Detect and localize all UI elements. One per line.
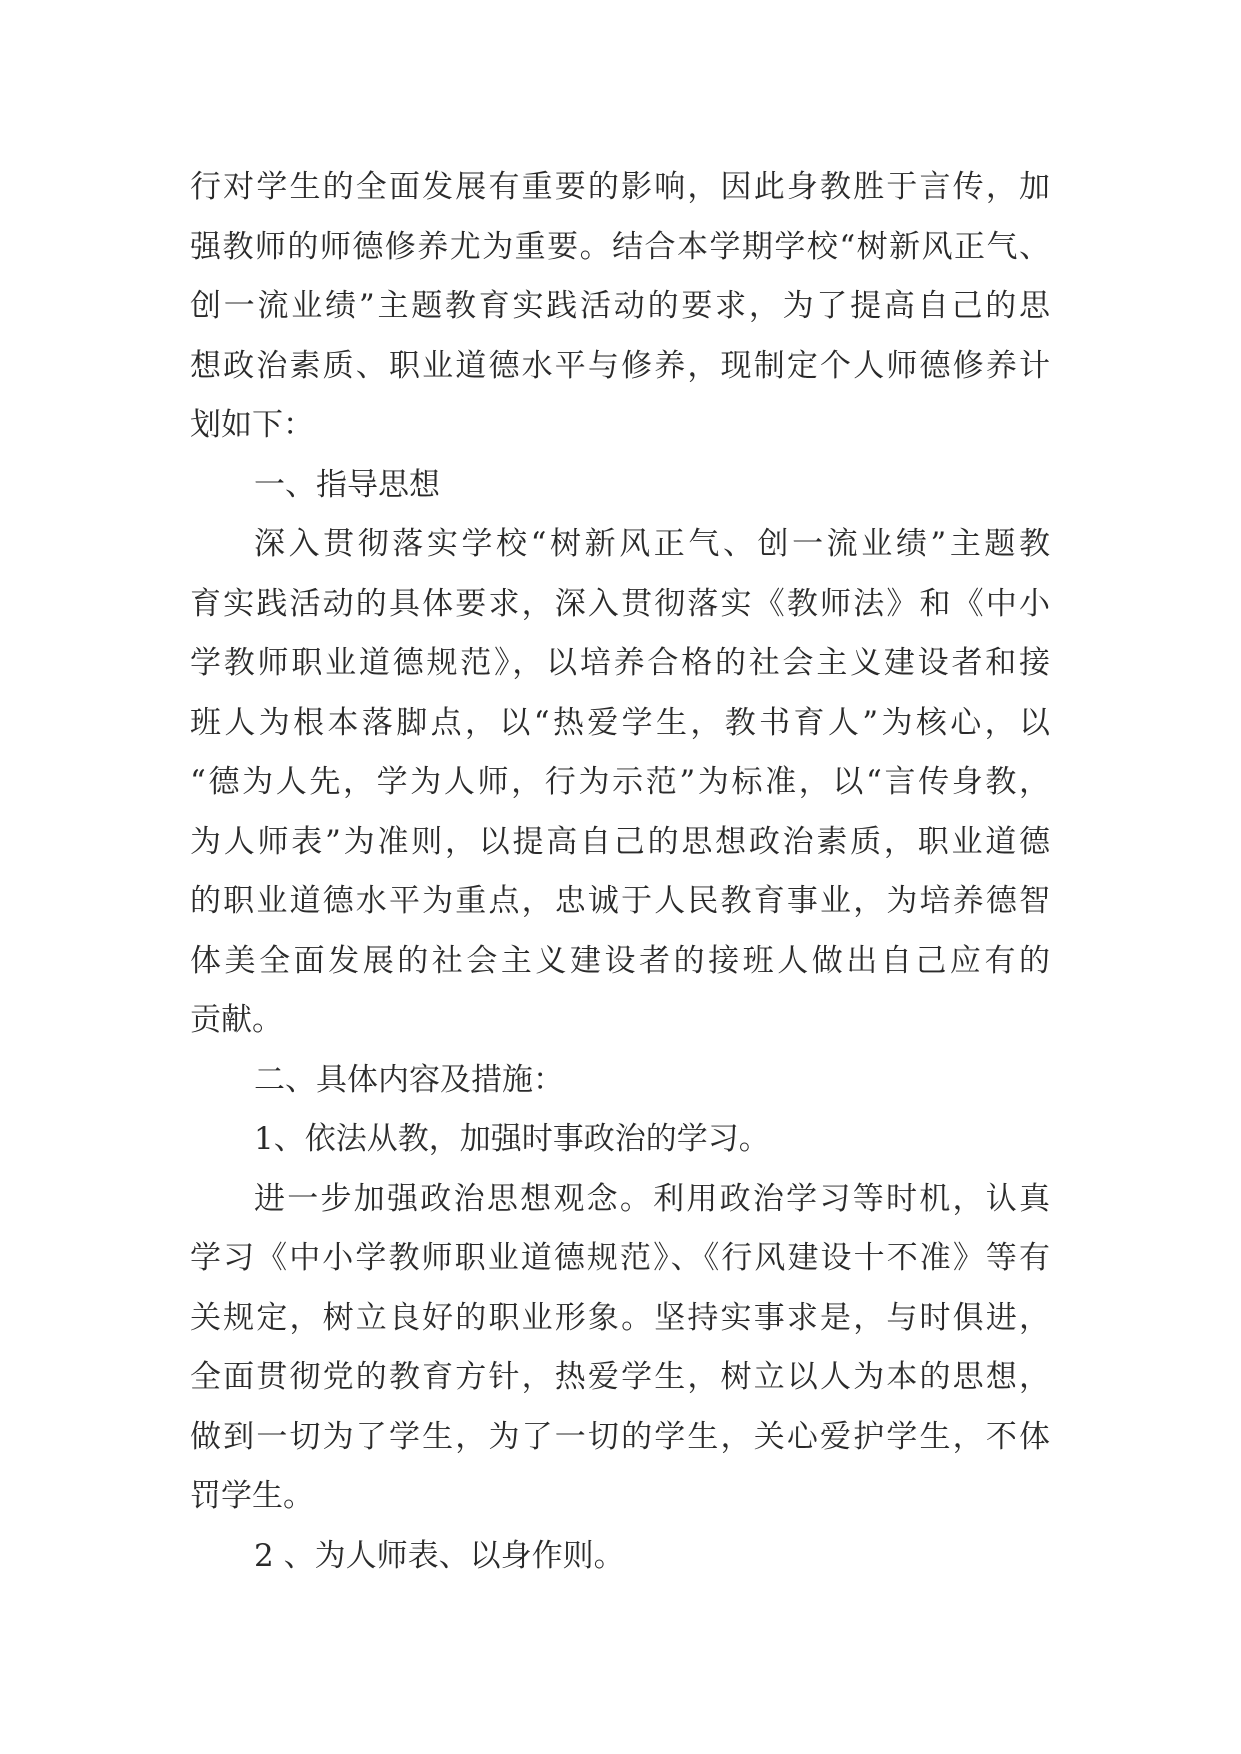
- text-line: 进一步加强政治思想观念。利用政治学习等时机，认真: [254, 1180, 1050, 1217]
- text-line: 行对学生的全面发展有重要的影响，因此身教胜于言传，加: [190, 169, 1050, 205]
- text-line: 1、依法从教，加强时事政治的学习。: [254, 1121, 770, 1157]
- text-line: 为人师表”为准则，以提高自己的思想政治素质，职业道德: [190, 823, 1050, 860]
- text-line: 育实践活动的具体要求，深入贯彻落实《教师法》和《中小: [190, 585, 1050, 622]
- text-line: 的职业道德水平为重点，忠诚于人民教育事业，为培养德智: [190, 883, 1050, 919]
- text-line: 强教师的师德修养尤为重要。结合本学期学校“树新风正气、: [190, 228, 1050, 265]
- text-line: 想政治素质、职业道德水平与修养，现制定个人师德修养计: [190, 347, 1050, 384]
- text-line: 一、指导思想: [254, 466, 440, 503]
- text-line: 深入贯彻落实学校“树新风正气、创一流业绩”主题教: [254, 526, 1050, 562]
- text-line: 学习《中小学教师职业道德规范》、《行风建设十不准》等有: [190, 1240, 1050, 1276]
- text-line: 班人为根本落脚点，以“热爱学生，教书育人”为核心，以: [190, 704, 1050, 741]
- text-line: “德为人先，学为人师，行为示范”为标准，以“言传身教，: [190, 764, 1050, 800]
- text-line: 划如下：: [190, 407, 314, 443]
- text-line: 体美全面发展的社会主义建设者的接班人做出自己应有的: [190, 942, 1050, 979]
- text-line: 二、具体内容及措施：: [254, 1061, 564, 1098]
- text-line: 全面贯彻党的教育方针，热爱学生，树立以人为本的思想，: [190, 1359, 1050, 1395]
- text-line: 学教师职业道德规范》，以培养合格的社会主义建设者和接: [190, 645, 1050, 681]
- text-line: 罚学生。: [190, 1478, 314, 1514]
- text-line: 贡献。: [190, 1002, 283, 1038]
- text-line: 2 、为人师表、以身作则。: [254, 1537, 625, 1574]
- text-line: 做到一切为了学生，为了一切的学生，关心爱护学生，不体: [190, 1418, 1050, 1455]
- text-line: 关规定，树立良好的职业形象。坚持实事求是，与时俱进，: [190, 1299, 1050, 1336]
- text-line: 创一流业绩”主题教育实践活动的要求，为了提高自己的思: [190, 288, 1050, 324]
- document-body: [190, 158, 1050, 1586]
